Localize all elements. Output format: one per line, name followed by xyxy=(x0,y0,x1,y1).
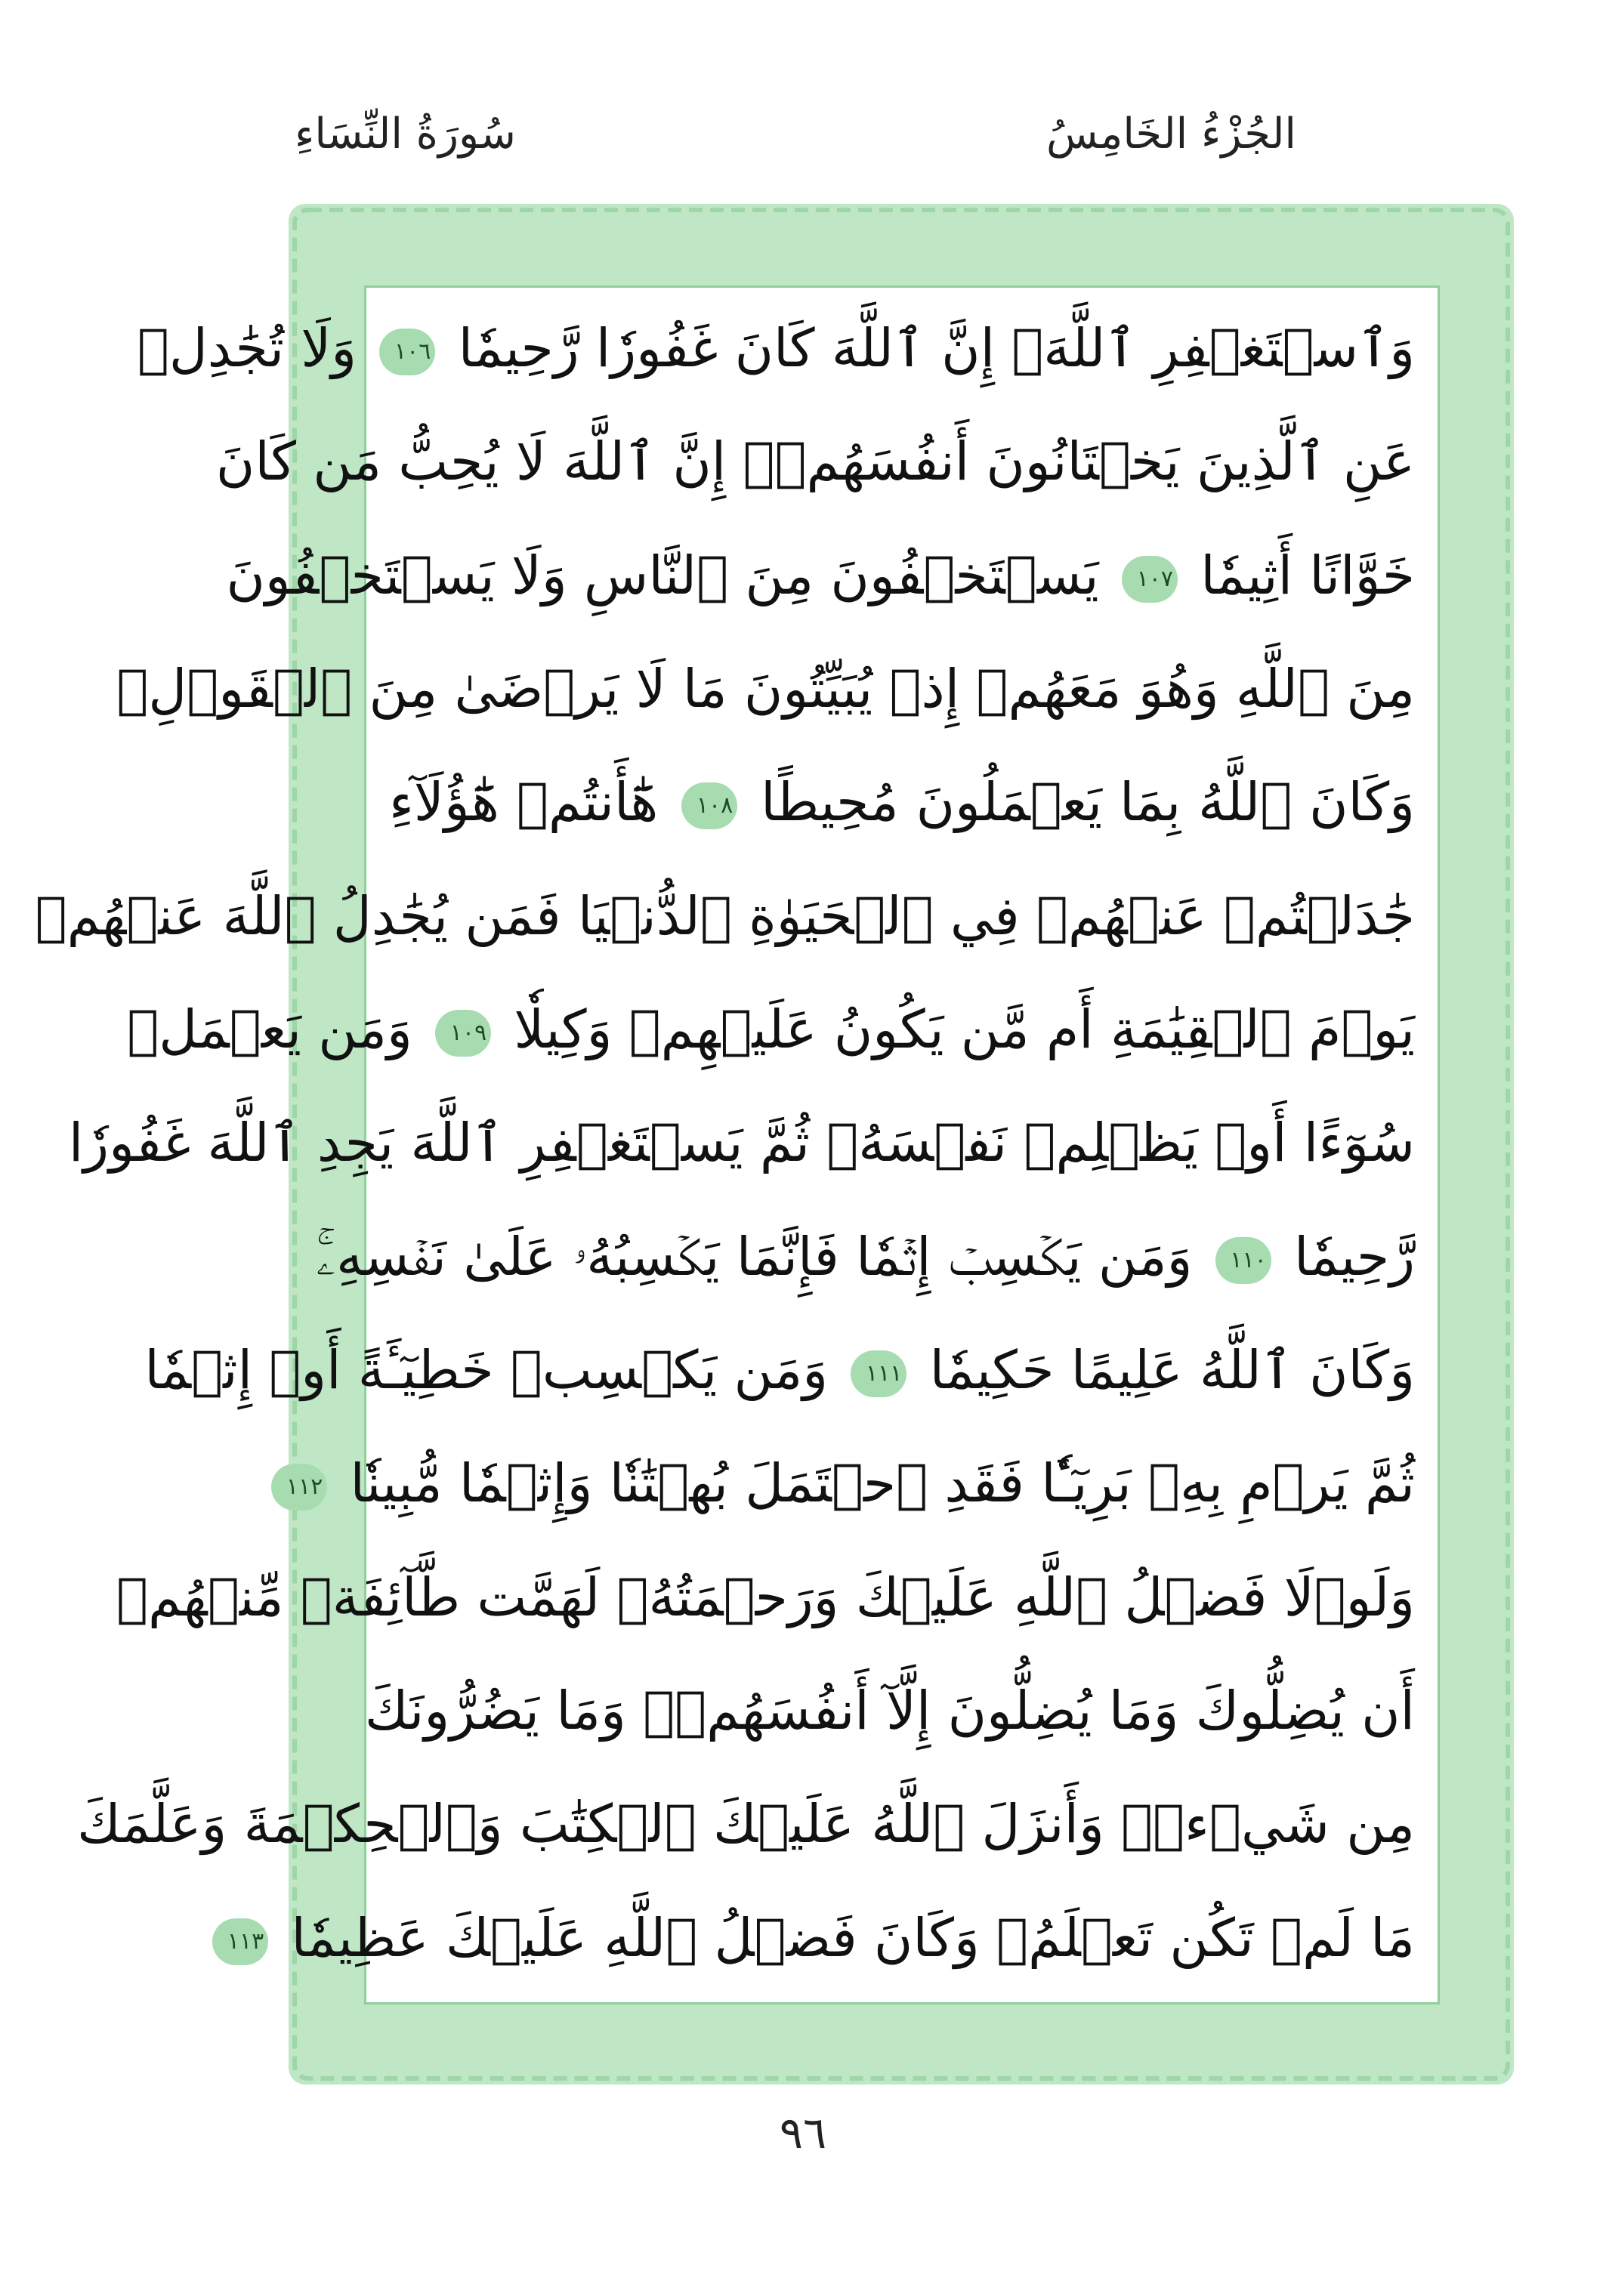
ayah-number-marker: ١١٣ xyxy=(212,1918,268,1965)
verse-text: وَلَوۡلَا فَضۡلُ ٱللَّهِ عَلَيۡكَ وَرَحۡمَتُهُۥ لَهَمَّت طَّآئِفَةٞ مِّنۡهُمۡ xyxy=(116,1566,1415,1628)
verse-text: وَكَانَ ٱللَّهُ بِمَا يَعۡمَلُونَ مُحِيطًا xyxy=(761,771,1415,834)
verse-line xyxy=(215,416,1415,511)
ayah-number-marker: ١٠٦ xyxy=(379,329,435,375)
verse-text: جَٰدَلۡتُمۡ عَنۡهُمۡ فِي ٱلۡحَيَوٰةِ ٱلدُّنۡيَا فَمَن يُجَٰدِلُ ٱللَّهَ عَنۡهُمۡ xyxy=(35,884,1415,947)
verse-text: سُوٓءًا أَوۡ يَظۡلِمۡ نَفۡسَهُۥ ثُمَّ يَسۡتَغۡفِرِ ٱللَّهَ يَجِدِ ٱللَّهَ غَفُورٗا xyxy=(68,1112,1415,1174)
verse-text: مِن شَيۡءٖۚ وَأَنزَلَ ٱللَّهُ عَلَيۡكَ ٱلۡكِتَٰبَ وَٱلۡحِكۡمَةَ وَعَلَّمَكَ xyxy=(77,1793,1415,1856)
verse-text: وَمَن يَكۡسِبۡ إِثۡمٗا فَإِنَّمَا يَكۡسِبُهُۥ عَلَىٰ نَفۡسِهِۦۚ xyxy=(316,1225,1193,1288)
verse-line xyxy=(389,757,1415,851)
juz-name: الجُزْءُ الخَامِسُ xyxy=(1045,110,1296,159)
surah-name: سُورَةُ النِّسَاءِ xyxy=(295,110,516,159)
verse-line xyxy=(116,643,1415,738)
verse-line xyxy=(35,871,1415,965)
page-number: ٩٦ xyxy=(779,2107,827,2159)
ayah-number-marker: ١١٢ xyxy=(271,1464,327,1511)
verse-text: مِنَ ٱللَّهِ وَهُوَ مَعَهُمۡ إِذۡ يُبَيِّتُونَ مَا لَا يَرۡضَىٰ مِنَ ٱلۡقَوۡلِۚ xyxy=(116,658,1415,721)
verse-text: عَنِ ٱلَّذِينَ يَخۡتَانُونَ أَنفُسَهُمۡۚ إِنَّ ٱللَّهَ لَا يُحِبُّ مَن كَانَ xyxy=(215,430,1415,493)
verse-text: مَا لَمۡ تَكُن تَعۡلَمُۚ وَكَانَ فَضۡلُ ٱللَّهِ عَلَيۡكَ عَظِيمٗا xyxy=(291,1906,1415,1969)
verse-text: أَن يُضِلُّوكَ وَمَا يُضِلُّونَ إِلَّآ أَنفُسَهُمۡۖ وَمَا يَضُرُّونَكَ xyxy=(364,1680,1415,1742)
verse-text: ثُمَّ يَرۡمِ بِهِۦ بَرِيٓـٔٗا فَقَدِ ٱحۡتَمَلَ بُهۡتَٰنٗا وَإِثۡمٗا مُّبِينٗا xyxy=(350,1452,1415,1515)
verse-line xyxy=(226,530,1415,625)
verse-line xyxy=(227,1893,1415,1987)
verse-text: وَٱسۡتَغۡفِرِ ٱللَّهَۖ إِنَّ ٱللَّهَ كَانَ غَفُورٗا رَّحِيمٗا xyxy=(458,317,1415,379)
ayah-number-marker: ١٠٨ xyxy=(681,782,737,829)
verse-text: رَّحِيمٗا xyxy=(1294,1225,1415,1288)
verse-text: يَوۡمَ ٱلۡقِيَٰمَةِ أَم مَّن يَكُونُ عَلَيۡهِمۡ وَكِيلٗا xyxy=(514,998,1415,1061)
ayah-number-marker: ١٠٧ xyxy=(1122,556,1178,603)
verse-line xyxy=(68,1097,1415,1192)
verse-line xyxy=(144,1325,1415,1419)
verse-text: وَمَن يَكۡسِبۡ خَطِيٓـَٔةً أَوۡ إِثۡمٗا xyxy=(144,1339,829,1402)
verse-text: هَٰٓأَنتُمۡ هَٰٓؤُلَآءِ xyxy=(389,771,659,834)
ayah-number-marker: ١١٠ xyxy=(1215,1237,1271,1284)
verse-line xyxy=(364,1665,1415,1760)
verse-text: يَسۡتَخۡفُونَ مِنَ ٱلنَّاسِ وَلَا يَسۡتَخۡفُونَ xyxy=(226,544,1099,606)
verse-line xyxy=(77,1779,1415,1873)
verse-line xyxy=(116,1552,1415,1646)
verse-lines xyxy=(35,303,1415,1987)
ayah-number-marker: ١١١ xyxy=(851,1350,906,1397)
verse-line xyxy=(137,303,1415,397)
ayah-number-marker: ١٠٩ xyxy=(435,1010,491,1057)
verse-line xyxy=(127,984,1415,1079)
verse-line xyxy=(316,1211,1415,1306)
text-panel xyxy=(35,285,1440,2004)
verse-line xyxy=(286,1438,1415,1532)
verse-text: وَلَا تُجَٰدِلۡ xyxy=(137,317,357,379)
verse-text: وَمَن يَعۡمَلۡ xyxy=(127,998,412,1061)
verse-text: وَكَانَ ٱللَّهُ عَلِيمًا حَكِيمٗا xyxy=(929,1339,1415,1402)
verse-text: خَوَّانًا أَثِيمٗا xyxy=(1200,544,1415,606)
